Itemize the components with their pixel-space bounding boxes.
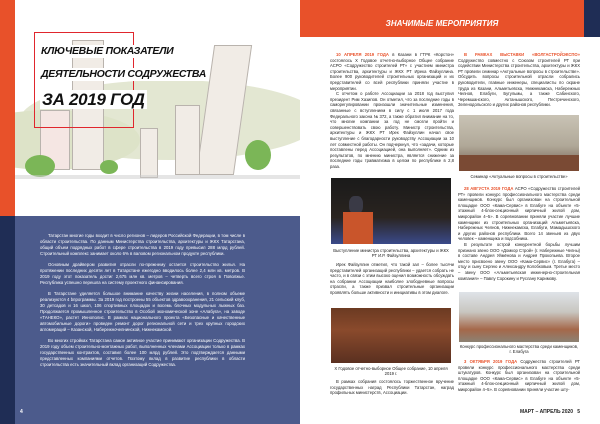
paragraph: В результате острой конкурентной борьбы лучшим признано звено ООО «Домкор Строй» (г. Набережные Челны) в составе Андрея Уймёнова и Андрея Прокопьева. Второе место присвоено звену ООО «Кама-Сервис» (г. Елабуга) – отцу и сыну Сергею и Александру Колобковым. Третье место – звену ООО «Альметьевская инженерно-строительная компания» – Павлу Сорокину и Руслану Каримову. <box>458 241 580 281</box>
paragraph: В Татарстане уделяется большое внимание качеству жизни населения, в полном объеме реализуются 4 bпрограммы. За 2019 год построены 55 объектов здравоохранения, 21 сельский клуб, 30 детсадов и 16 школ, 106 спортивных площадок и восемь блочных модульных лыжных баз. Продолжается промышленное строительство в Особой экономической зоне «Алабуга», на заводе «ТАНЕКО», растет Иннополис. В рамках национального проекта «Безопасные и качественные автомобильные дороги» проведен ремонт дорог региональной сети и трех крупных городских агломераций – Казанской, Набережночелнинской, Нижнекамской. <box>40 291 245 332</box>
street-line <box>15 175 300 179</box>
column-2-middle <box>458 186 580 281</box>
page-number: 4 <box>20 409 23 415</box>
orange-accent-bar <box>0 0 15 216</box>
title-line: ЗА 2019 ГОД <box>42 90 145 109</box>
paragraph: Содружество строителей РТ провели конкурс профессионального мастерства среди штукатуров. Конкурс был организован на строительной площадке ООО «Кама-Сервис» в Елабуге на объекте «5-этажный 4-блок-секционный кирпичный жилой дом, микрорайон 4–5». В соревновании приняли участие шту- <box>458 359 580 392</box>
photo-caption: Семинар «Актуальные вопросы в строительстве» <box>470 174 568 179</box>
photo-seminar <box>459 115 579 171</box>
paragraph: В рамках собрания состоялось торжественное вручение государственных наград Республики Татарстан, наград профильных министерств, Ассоциации. <box>330 379 454 396</box>
paragraph: С отчетом о работе Ассоциации за 2018 год выступил президент Рим Хазипов. Он отметил, что за последние годы в саморегулировании произошли значительные изменения, связанные с вступлением в силу с 1 июля 2017 года Федерального закона № 372, а также обратил внимание на то, что многие компании за год не смогли пройти и совершенствовать свою работу. Министр строительства, архитектуры и ЖКХ РТ Ирек Файзуллин начал свое выступление с благодарности руководству Ассоциации за 10 лет совместной работы. Он подчеркнул, что «задачи, которые поставлены перед Ассоциацией, она выполняет». Одним из результатов, по мнению министра, является снижение за последние годы травматизма в целом по республике в 2,8 раза. <box>330 91 454 169</box>
page-footer: МАРТ – АПРЕЛЬ 2020 5 <box>519 409 580 415</box>
paragraph: Содружество совместно с Союзом строителей РТ при содействии Министерства строительства, архитектуры и ЖКХ РТ провели семинар «Актуальные вопросы в строительстве». Обсудить вопросы строительной отрасли собрались руководители, главные инженеры, специалисты по охране труда из Казани, Альметьевска, Нижнекамска, Набережных Челнов, Елабуги, Бугульмы, а также Сабинского, Черемшанского, Актанышского, Пестречинского, Зеленодольского и других районов республики. <box>458 57 580 108</box>
date-lead: 28 АВГУСТА 2019 ГОДА <box>464 186 514 191</box>
paragraph: Ирек Файзуллин отметил, что такой зал – более тысячи представителей организаций республики – удается собрать не часто, и в связи с этим высоко оценил возможность обсуждать на собрании Ассоциации наиболее злободневные вопросы отрасли, а также призвал строительные организации проявлять больше активности и инициативы в этом диалоге. <box>330 262 454 295</box>
tree-illustration <box>25 155 55 177</box>
title-line: ДЕЯТЕЛЬНОСТИ СОДРУЖЕСТВА <box>41 68 207 80</box>
date-lead: 3 ОКТЯБРЯ 2019 ГОДА <box>464 359 518 364</box>
photo-caption: Конкурс профессионального мастерства среди каменщиков, г. Елабуга <box>459 344 579 355</box>
navy-accent-bar <box>0 216 15 424</box>
paragraph: Во многих стройках Татарстана самое активное участие принимают организации Содружества. В 2019 году объем строительно-монтажных работ, выполненных членами Ассоциации только в рамках государственных контрактов, составил более 100 млрд рублей. Это подтверждается данными представленных компаниями отчетов. Поэтому вклад в развитие республики в области строительства есть значительный вклад организаций Содружества. <box>40 338 245 367</box>
building-illustration <box>175 105 200 175</box>
photo-bricklayers-contest <box>459 292 579 342</box>
photo-caption: X Годовое отчетно-выборное Общее собрание, 10 апреля 2019 г. <box>334 366 448 377</box>
tree-illustration <box>245 140 271 170</box>
presidium-table <box>459 155 579 171</box>
podium <box>343 212 373 244</box>
photo-general-meeting <box>331 308 451 363</box>
column-1-bottom <box>330 379 454 396</box>
paragraph: Основным драйвером развития отрасли по-прежнему остается строительство жилья. На протяжении последних десяти лет в Татарстане ежегодно вводилось более 2,4 млн кв. метров. В 2019 году этот показатель достиг 2,675 млн кв. метров – четверть всего строя в Поволжье. Республика успешно перешла на систему проектного финансирования. <box>40 262 245 285</box>
photo-caption: Выступление министра строительства, архитектуры и ЖКХ РТ И.Р. Файзуллина <box>333 248 449 259</box>
column-1-middle <box>330 262 454 296</box>
paragraph: АСРО «Содружество строителей РТ» провели конкурс профессионального мастерства среди каменщиков. Конкурс был организован на строительной площадке ООО «Кама-Сервис» в Елабуге на объекте «5-этажный 4-блок-секционный кирпичный жилой дом, микрорайон 4–5». В соревновании приняли участие лучшие каменщики из строительных организаций Альметьевска, Набережных Челнов, Нижнекамска, Елабуги, Мамадышского и других районов республики. Всего 14 звеньев из двух человек – каменщика и подсобника. <box>458 186 580 242</box>
event-lead: В РАМКАХ ВЫСТАВКИ «ВОЛГАСТРОЙЭКСПО» <box>464 52 580 57</box>
date-lead: 10 АПРЕЛЯ 2019 ГОДА <box>336 52 389 57</box>
column-1-top <box>330 52 454 169</box>
column-2-top <box>458 52 580 108</box>
section-title: ЗНАЧИМЫЕ МЕРОПРИЯТИЯ <box>385 19 499 28</box>
tree-illustration <box>100 160 118 174</box>
column-2-bottom <box>458 359 580 393</box>
title-line: КЛЮЧЕВЫЕ ПОКАЗАТЕЛИ <box>41 45 174 57</box>
paragraph: в Казани в ГТРК «Корстон» состоялось X Годовое отчетно-выборное Общее собрание АСРО «Содружество строителей РТ» с участием министра строительства, архитектуры и ЖКХ РТ Ирека Файзуллина. Более 900 руководителей строительных организаций и их представителей со всей республики приняли участие в мероприятии. <box>330 52 454 91</box>
paragraph: Татарстан многие годы входит в число регионов – лидеров Российской Федерации, в том числе в области строительства. По данным Министерства строительства, архитектуры и ЖКХ Татарстана, общий объем подрядных работ в сфере строительства в 2019 году превысил 288 млрд рублей. Строительный комплекс занимает около 6% в валовом региональном продукте республики. <box>40 233 245 256</box>
summary-text <box>40 233 245 373</box>
photo-minister-speech <box>331 178 451 244</box>
building-illustration <box>140 128 158 178</box>
navy-corner <box>584 0 600 37</box>
